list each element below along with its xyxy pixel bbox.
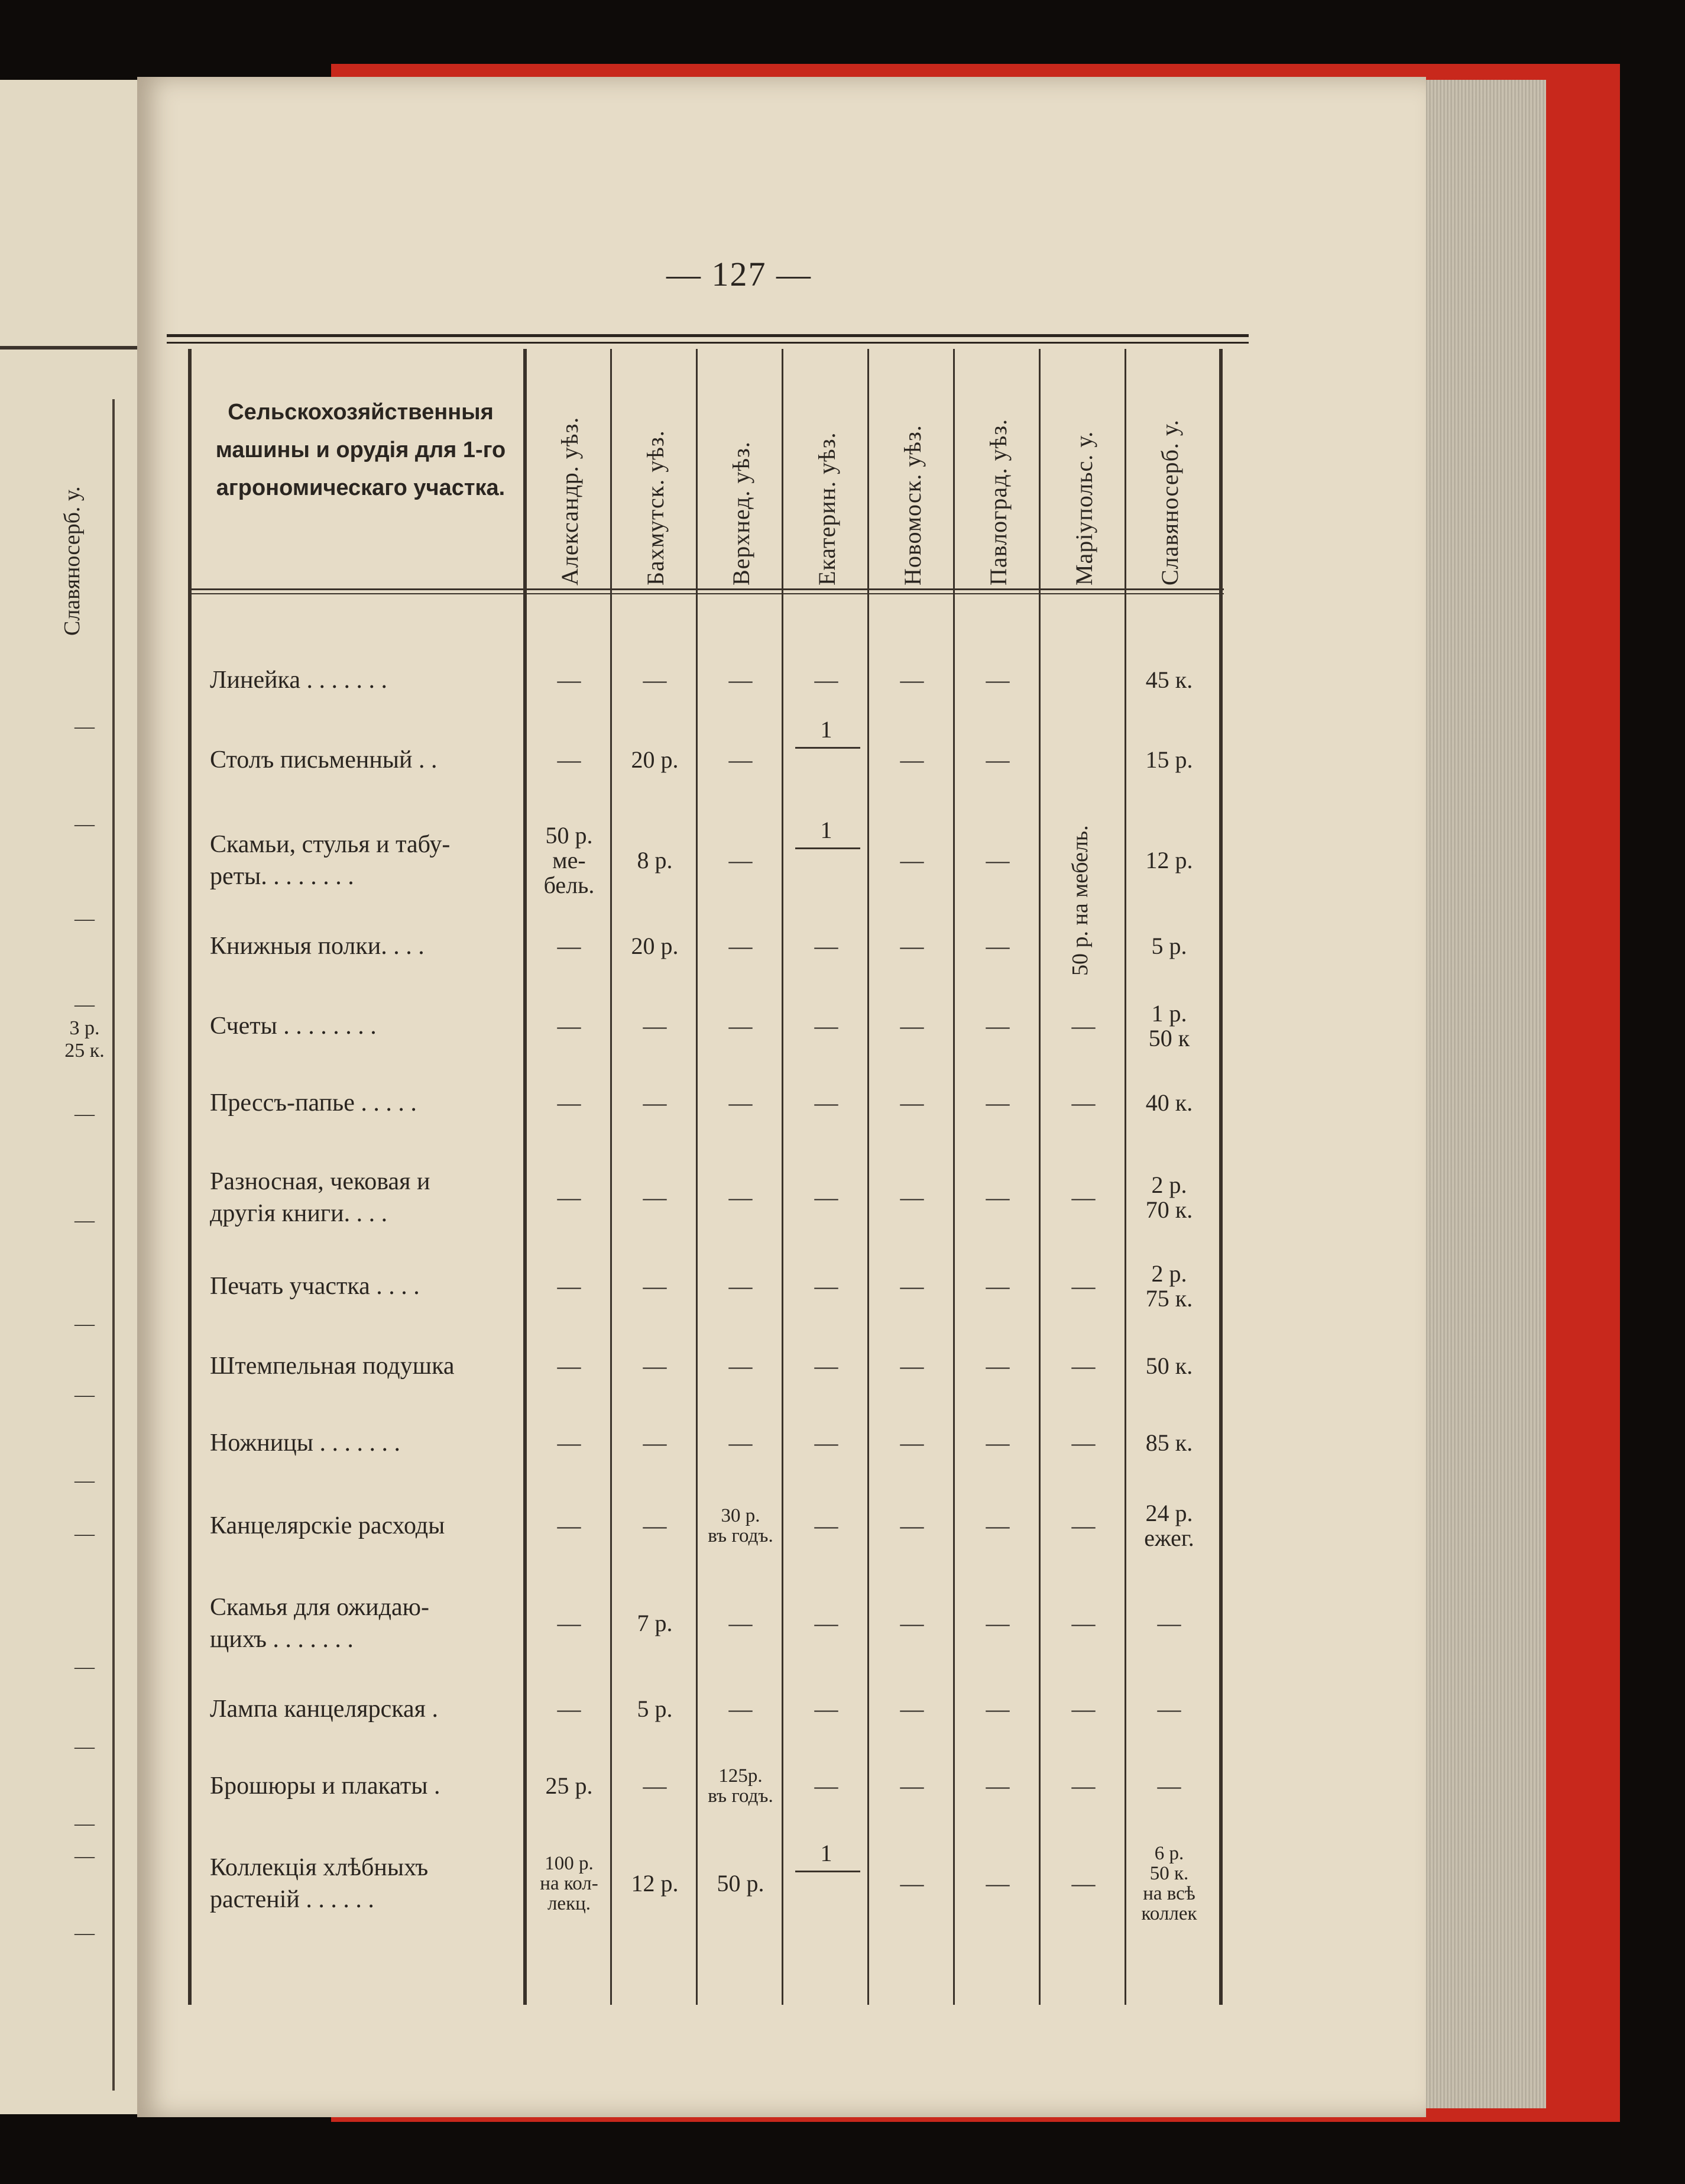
left-table-cell: — <box>74 1922 95 1944</box>
column-header-text: Славяносерб. у. <box>1156 419 1183 585</box>
table-cell: — <box>557 1696 581 1722</box>
table-cell: — <box>643 1353 667 1379</box>
table-cell: — <box>1071 1610 1096 1636</box>
table-column-rule <box>953 349 955 2005</box>
table-cell: — <box>643 666 667 693</box>
table-cell: — <box>557 1610 581 1636</box>
table-cell: 20 р. <box>631 933 679 959</box>
left-table-cell: — <box>74 994 95 1015</box>
table-cell: — <box>900 933 924 959</box>
table-cell: 1 <box>820 817 832 843</box>
table-cell: — <box>1071 1089 1096 1116</box>
table-cell: — <box>557 933 581 959</box>
table-cell: 1 <box>820 716 832 743</box>
left-table-cell: — <box>74 1523 95 1545</box>
row-label: Прессъ-папье . . . . . <box>210 1089 417 1117</box>
table-cell: — <box>986 746 1010 773</box>
table-cell: — <box>1071 1184 1096 1211</box>
fraction-rule <box>795 747 860 749</box>
column-header <box>984 355 1014 585</box>
table-cell: 12 р. <box>1145 847 1193 873</box>
table-cell: — <box>557 1512 581 1539</box>
table-cell: — <box>728 1610 753 1636</box>
table-cell: — <box>814 666 838 693</box>
table-cell: — <box>557 1184 581 1211</box>
table-cell: — <box>643 1089 667 1116</box>
left-table-cell: — <box>74 1103 95 1125</box>
table-cell: 85 к. <box>1145 1429 1193 1456</box>
table-cell: — <box>986 1353 1010 1379</box>
column-header <box>556 355 585 585</box>
table-top-rule-2 <box>167 342 1249 344</box>
table-cell: — <box>900 1184 924 1211</box>
table-cell: — <box>728 1184 753 1211</box>
table-cell: 40 к. <box>1145 1089 1193 1116</box>
table-cell: — <box>1071 1012 1096 1039</box>
table-cell: 1 р. 50 к <box>1148 1000 1190 1051</box>
table-column-rule <box>523 349 527 2005</box>
table-cell: — <box>1071 1429 1096 1456</box>
row-label: Скамья для ожидаю- щихъ . . . . . . . <box>210 1594 429 1653</box>
table-cell: 7 р. <box>637 1610 673 1636</box>
column-header-text: Екатерин. уѣз. <box>814 432 840 585</box>
table-cell: — <box>728 1353 753 1379</box>
column-header-text: Павлоград. уѣз. <box>985 419 1012 585</box>
table-cell: — <box>900 1429 924 1456</box>
table-cell: — <box>814 1512 838 1539</box>
table-cell: — <box>557 1429 581 1456</box>
table-cell: 6 р. 50 к. на всѣ коллек <box>1141 1843 1197 1924</box>
left-table-cell: — <box>74 1845 95 1867</box>
table-cell: — <box>900 666 924 693</box>
table-cell: — <box>814 1429 838 1456</box>
table-cell: — <box>986 1772 1010 1799</box>
table-cell: — <box>728 1012 753 1039</box>
table-cell: — <box>900 1512 924 1539</box>
table-cell: 50 р. ме- бель. <box>543 822 595 898</box>
left-table-cell: — <box>74 1384 95 1406</box>
column-header <box>727 355 757 585</box>
left-table-cell: — <box>74 908 95 930</box>
row-label: Линейка . . . . . . . <box>210 666 387 694</box>
table-cell: — <box>986 847 1010 873</box>
table-cell: — <box>557 666 581 693</box>
table-cell: — <box>814 1012 838 1039</box>
left-column-rule <box>112 399 115 2091</box>
table-cell: — <box>557 1089 581 1116</box>
table-cell: — <box>986 666 1010 693</box>
table-cell: — <box>728 666 753 693</box>
table-cell: — <box>1071 1772 1096 1799</box>
left-table-cell: — <box>74 813 95 835</box>
table-cell: — <box>1071 1273 1096 1299</box>
table-cell: — <box>728 746 753 773</box>
table-cell: — <box>728 1273 753 1299</box>
table-cell: 125р. въ годъ. <box>708 1765 773 1807</box>
table-cell: — <box>1071 1353 1096 1379</box>
table-cell: — <box>900 1772 924 1799</box>
row-label: Штемпельная подушка <box>210 1353 455 1380</box>
left-column-header <box>59 458 112 636</box>
header-bottom-rule <box>188 588 1224 590</box>
table-cell: 45 к. <box>1145 666 1193 693</box>
table-cell: — <box>728 1696 753 1722</box>
table-cell: — <box>557 1273 581 1299</box>
table-cell: — <box>1071 1870 1096 1897</box>
left-table-cell: — <box>74 1209 95 1231</box>
page-edges <box>1416 80 1546 2108</box>
table-cell: — <box>900 1870 924 1897</box>
column-header-text: Верхнед. уѣз. <box>728 441 754 585</box>
table-cell: — <box>728 1429 753 1456</box>
column-header-text: Александр. уѣз. <box>556 416 583 585</box>
table-cell: — <box>900 746 924 773</box>
table-cell: — <box>986 1273 1010 1299</box>
table-column-rule <box>867 349 869 2005</box>
table-cell: — <box>1071 1512 1096 1539</box>
table-cell: 20 р. <box>631 746 679 773</box>
row-label: Брошюры и плакаты . <box>210 1772 440 1800</box>
table-cell: — <box>986 933 1010 959</box>
table-cell: 100 р. на кол- лекц. <box>540 1853 598 1914</box>
table-cell: — <box>814 1273 838 1299</box>
left-table-cell: — <box>74 1313 95 1335</box>
table-cell: 5 р. <box>1151 933 1187 959</box>
fraction-rule <box>795 1871 860 1872</box>
table-column-rule <box>188 349 192 2005</box>
left-table-cell: — <box>74 1470 95 1491</box>
column-header-text: Маріупольс. у. <box>1071 431 1097 585</box>
table-cell: 1 <box>820 1840 832 1866</box>
row-label: Разносная, чековая и другія книги. . . . <box>210 1168 430 1227</box>
table-cell: — <box>643 1012 667 1039</box>
table-cell: — <box>900 1610 924 1636</box>
table-cell: — <box>1071 1696 1096 1722</box>
row-label: Лампа канцелярская . <box>210 1696 438 1723</box>
table-cell: — <box>986 1012 1010 1039</box>
table-cell: — <box>1157 1610 1181 1636</box>
table-cell: 2 р. 75 к. <box>1145 1260 1193 1312</box>
column-header <box>813 355 842 585</box>
table-cell: — <box>557 1353 581 1379</box>
table-cell: — <box>814 1184 838 1211</box>
table-cell: — <box>643 1273 667 1299</box>
table-cell: — <box>814 1696 838 1722</box>
table-cell: 5 р. <box>637 1696 673 1722</box>
table-cell: 25 р. <box>545 1772 593 1799</box>
row-label: Столъ письменный . . <box>210 746 438 774</box>
table-cell: 30 р. въ годъ. <box>708 1505 773 1546</box>
header-bottom-rule-2 <box>188 593 1224 594</box>
table-cell: — <box>557 746 581 773</box>
left-table-cell: — <box>74 716 95 737</box>
table-cell: — <box>900 1012 924 1039</box>
table-cell: 50 р. <box>717 1870 764 1897</box>
table-cell: — <box>986 1089 1010 1116</box>
table-cell: — <box>900 1273 924 1299</box>
table-cell: — <box>728 847 753 873</box>
left-table-cell: 3 р. 25 к. <box>64 1017 105 1062</box>
table-cell: 8 р. <box>637 847 673 873</box>
left-table-cell: — <box>74 1813 95 1834</box>
table-cell: — <box>1157 1696 1181 1722</box>
table-cell: 50 к. <box>1145 1353 1193 1379</box>
left-page <box>0 80 137 2114</box>
row-label: Скамьи, стулья и табу- реты. . . . . . . . <box>210 831 451 890</box>
table-cell: — <box>814 1772 838 1799</box>
column-header <box>641 355 671 585</box>
table-cell: — <box>557 1012 581 1039</box>
table-cell: — <box>643 1772 667 1799</box>
table-top-rule <box>167 334 1249 337</box>
table-cell: — <box>814 1610 838 1636</box>
table-cell: — <box>900 1089 924 1116</box>
table-cell: — <box>986 1429 1010 1456</box>
table-column-rule <box>1039 349 1041 2005</box>
table-column-rule <box>696 349 698 2005</box>
table-cell: — <box>1157 1772 1181 1799</box>
fraction-rule <box>795 847 860 849</box>
left-table-cell: — <box>74 1736 95 1758</box>
table-cell: 12 р. <box>631 1870 679 1897</box>
row-label: Канцелярскіе расходы <box>210 1512 445 1539</box>
table-cell: — <box>986 1870 1010 1897</box>
table-cell: — <box>986 1512 1010 1539</box>
table-column-rule <box>1219 349 1223 2005</box>
column-header-text: Бахмутск. уѣз. <box>642 430 669 585</box>
table-cell: — <box>814 1089 838 1116</box>
table-cell: — <box>643 1429 667 1456</box>
table-cell: 15 р. <box>1145 746 1193 773</box>
left-header-rule <box>0 346 137 350</box>
table-cell: — <box>900 1353 924 1379</box>
row-label: Счеты . . . . . . . . <box>210 1012 377 1040</box>
table-cell: 2 р. 70 к. <box>1145 1172 1193 1223</box>
table-cell: — <box>728 1089 753 1116</box>
row-label: Печать участка . . . . <box>210 1273 420 1300</box>
table-cell: — <box>900 1696 924 1722</box>
column-header <box>1156 355 1185 585</box>
table-cell: — <box>986 1610 1010 1636</box>
table-cell: — <box>814 1353 838 1379</box>
column-header-text: Новомоск. уѣз. <box>899 425 926 585</box>
column-header <box>1070 355 1100 585</box>
table-cell: — <box>986 1696 1010 1722</box>
left-table-cell: — <box>74 1656 95 1678</box>
table-cell: — <box>728 933 753 959</box>
table-cell: — <box>986 1184 1010 1211</box>
row-label: Книжныя полки. . . . <box>210 933 425 960</box>
table-column-rule <box>782 349 783 2005</box>
row-label: Ножницы . . . . . . . <box>210 1429 400 1457</box>
table-cell: — <box>643 1512 667 1539</box>
table-column-rule <box>610 349 612 2005</box>
row-label: Коллекція хлѣбныхъ растеній . . . . . . <box>210 1854 429 1913</box>
table-cell: 24 р. ежег. <box>1144 1500 1194 1551</box>
page-number: — 127 — <box>666 255 812 293</box>
left-column-header-text: Славяносерб. у. <box>60 486 85 636</box>
table-cell: — <box>900 847 924 873</box>
table-cell: — <box>814 933 838 959</box>
table-header-description: Сельскохозяйственныя машины и орудія для 1-го агрономическаго участка. <box>215 400 506 500</box>
table-cell: — <box>643 1184 667 1211</box>
column-header <box>899 355 928 585</box>
mariupol-vertical-note: 50 р. на мебель. <box>1068 825 1093 976</box>
